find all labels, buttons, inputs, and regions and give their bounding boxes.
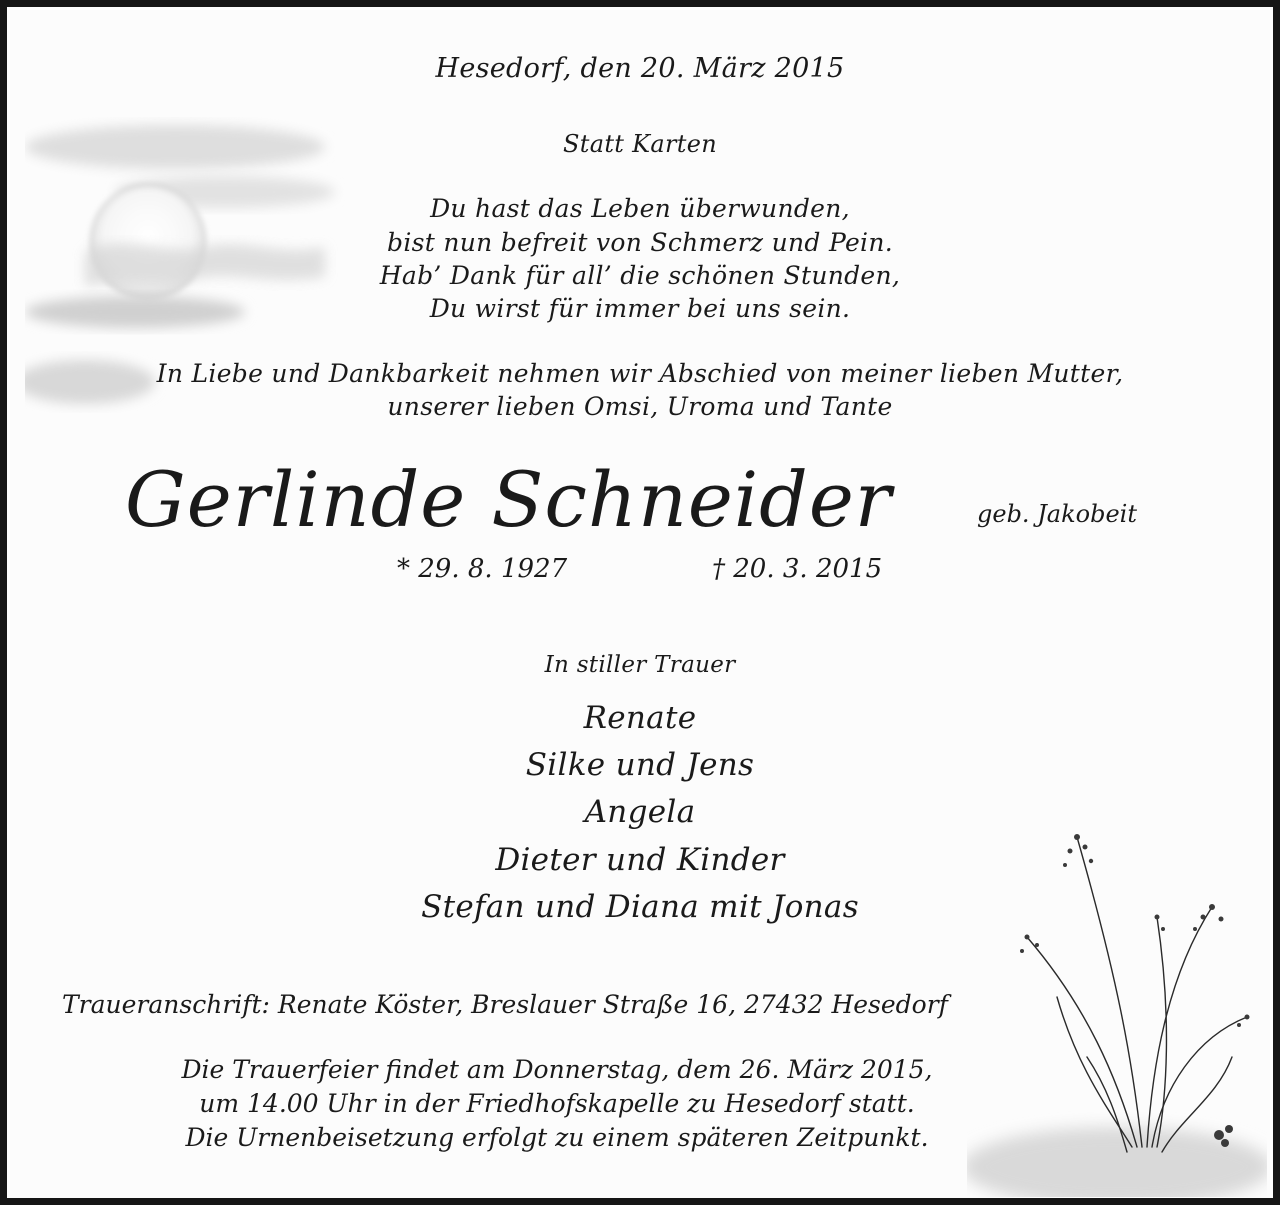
poem-line-3: Hab’ Dank für all’ die schönen Stunden, <box>379 261 901 290</box>
ceremony-line-3: Die Urnenbeisetzung erfolgt zu einem späteren Zeitpunkt. <box>185 1123 929 1152</box>
mourner-1: Renate <box>583 700 697 736</box>
birth-date: * 29. 8. 1927 <box>397 554 568 584</box>
mourner-4: Dieter und Kinder <box>495 842 785 878</box>
mourning-address: Traueranschrift: Renate Köster, Breslauer Straße 16, 27432 Hesedorf <box>62 990 948 1019</box>
intro-line-2: unserer lieben Omsi, Uroma und Tante <box>387 392 893 421</box>
statt-karten: Statt Karten <box>563 130 717 158</box>
deceased-name: Gerlinde Schneider <box>125 455 893 544</box>
death-date: † 20. 3. 2015 <box>712 554 883 584</box>
mourning-label: In stiller Trauer <box>544 652 736 678</box>
mourner-5: Stefan und Diana mit Jonas <box>421 889 859 925</box>
intro-line-1: In Liebe und Dankbarkeit nehmen wir Abschied von meiner lieben Mutter, <box>156 359 1124 388</box>
ceremony-line-1: Die Trauerfeier findet am Donnerstag, dem 26. März 2015, <box>181 1055 933 1084</box>
dateline: Hesedorf, den 20. März 2015 <box>435 53 845 84</box>
poem-line-1: Du hast das Leben überwunden, <box>430 194 850 223</box>
ceremony-line-2: um 14.00 Uhr in der Friedhofskapelle zu Hesedorf statt. <box>199 1089 915 1118</box>
mourner-2: Silke und Jens <box>525 747 755 783</box>
poem-line-4: Du wirst für immer bei uns sein. <box>429 294 851 323</box>
poem-line-2: bist nun befreit von Schmerz und Pein. <box>387 228 893 257</box>
maiden-name: geb. Jakobeit <box>977 500 1137 528</box>
mourner-3: Angela <box>584 794 696 830</box>
